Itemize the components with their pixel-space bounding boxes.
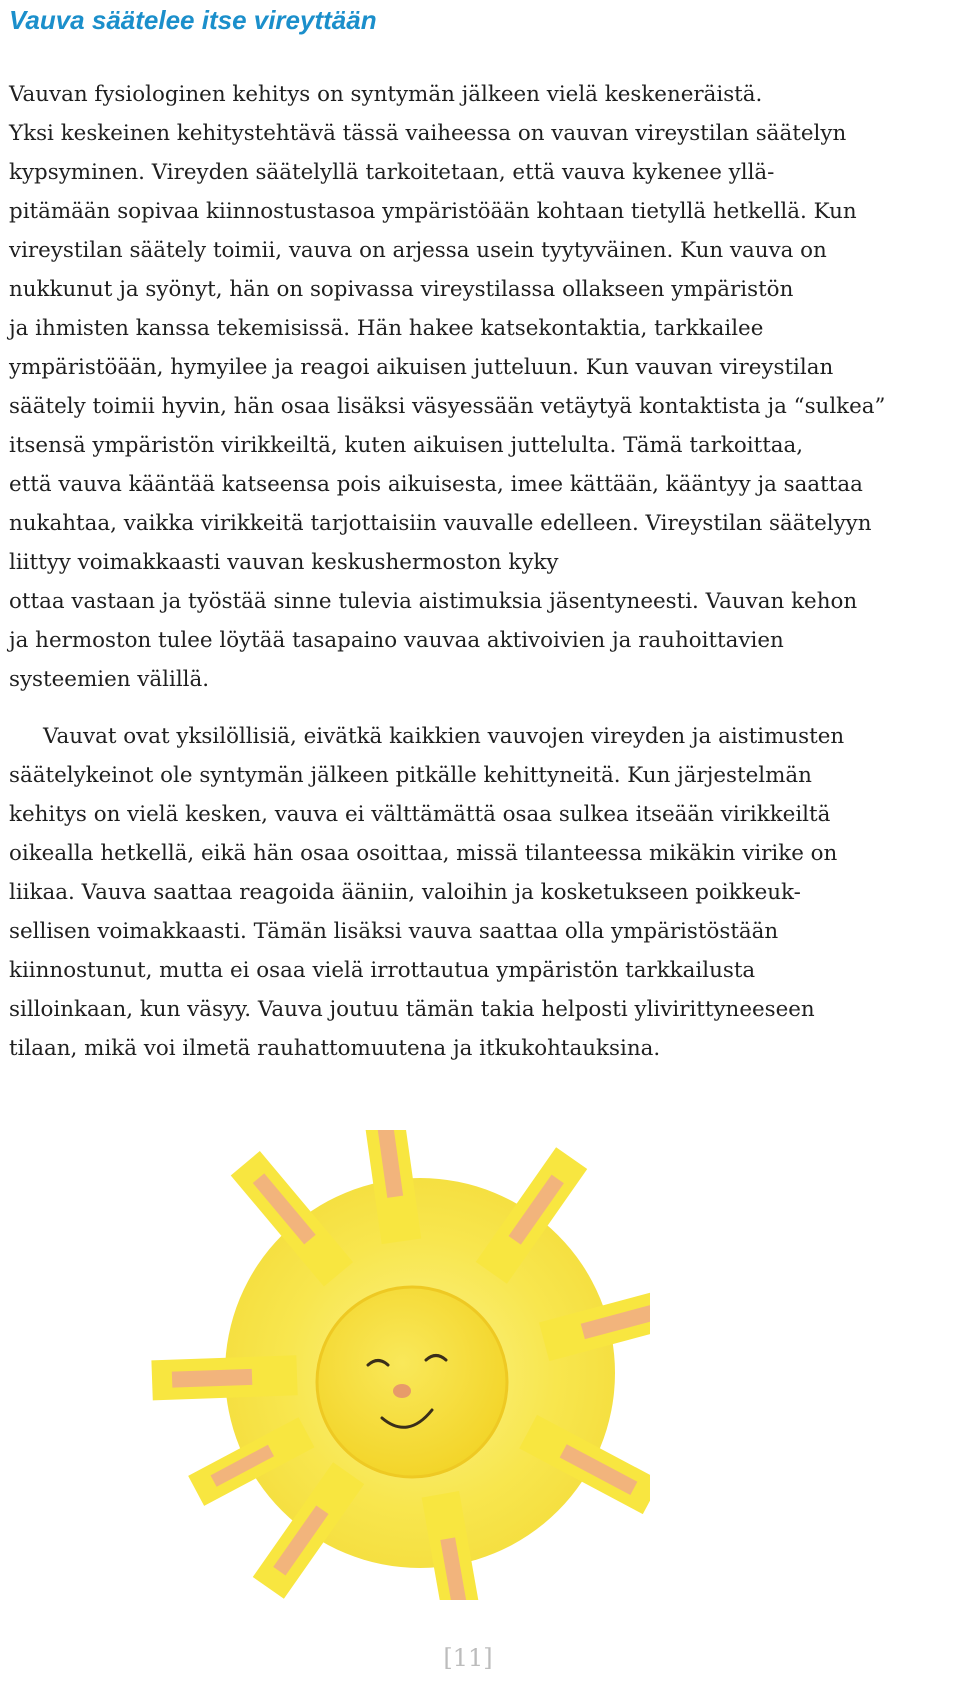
sun-face <box>317 1287 507 1477</box>
text-line: systeemien välillä. <box>9 667 210 692</box>
section-heading: Vauva säätelee itse vireyttään <box>9 5 377 35</box>
text-line: ottaa vastaan ja työstää sinne tulevia aistimuksia jäsentyneesti. Vauvan kehon <box>9 589 858 614</box>
text-line: oikealla hetkellä, eikä hän osaa osoittaa, missä tilanteessa mikäkin virike on <box>9 841 838 866</box>
paragraph-1 <box>9 75 947 699</box>
sun-illustration <box>150 1130 650 1600</box>
text-line: itsensä ympäristön virikkeiltä, kuten aikuisen juttelulta. Tämä tarkoittaa, <box>9 433 804 458</box>
text-line: nukkunut ja syönyt, hän on sopivassa vireystilassa ollakseen ympäristön <box>9 277 794 302</box>
text-line: pitämään sopivaa kiinnostustasoa ympäristöään kohtaan tietyllä hetkellä. Kun <box>9 199 857 224</box>
text-line: ja ihmisten kanssa tekemisissä. Hän hakee katsekontaktia, tarkkailee <box>9 316 764 341</box>
text-line: liikaa. Vauva saattaa reagoida ääniin, valoihin ja kosketukseen poikkeuk- <box>9 880 801 905</box>
text-line: kiinnostunut, mutta ei osaa vielä irrottautua ympäristön tarkkailusta <box>9 958 756 983</box>
text-line: ympäristöään, hymyilee ja reagoi aikuisen jutteluun. Kun vauvan vireystilan <box>9 355 834 380</box>
text-line: nukahtaa, vaikka virikkeitä tarjottaisiin vauvalle edelleen. Vireystilan säätelyyn <box>9 511 872 536</box>
text-line: säätely toimii hyvin, hän osaa lisäksi väsyessään vetäytyä kontaktista ja “sulkea” <box>9 394 886 419</box>
text-line: kypsyminen. Vireyden säätelyllä tarkoitetaan, että vauva kykenee yllä- <box>9 160 775 185</box>
text-line: säätelykeinot ole syntymän jälkeen pitkälle kehittyneitä. Kun järjestelmän <box>9 763 812 788</box>
text-line: liittyy voimakkaasti vauvan keskushermoston kyky <box>9 550 559 575</box>
sun-drawing-svg <box>150 1130 650 1600</box>
text-line: sellisen voimakkaasti. Tämän lisäksi vauva saattaa olla ympäristöstään <box>9 919 779 944</box>
nose-icon <box>393 1384 411 1398</box>
text-line: silloinkaan, kun väsyy. Vauva joutuu tämän takia helposti ylivirittyneeseen <box>9 997 815 1022</box>
page-number: [11] <box>443 1644 493 1672</box>
text-line: ja hermoston tulee löytää tasapaino vauvaa aktivoivien ja rauhoittavien <box>9 628 784 653</box>
text-line: Vauvat ovat yksilöllisiä, eivätkä kaikkien vauvojen vireyden ja aistimusten <box>43 724 845 749</box>
text-line: kehitys on vielä kesken, vauva ei välttämättä osaa sulkea itseään virikkeiltä <box>9 802 831 827</box>
text-line: Vauvan fysiologinen kehitys on syntymän jälkeen vielä keskeneräistä. <box>9 82 763 107</box>
text-line: vireystilan säätely toimii, vauva on arjessa usein tyytyväinen. Kun vauva on <box>9 238 827 263</box>
text-line: että vauva kääntää katseensa pois aikuisesta, imee kättään, kääntyy ja saattaa <box>9 472 863 497</box>
text-line: tilaan, mikä voi ilmetä rauhattomuutena ja itkukohtauksina. <box>9 1036 661 1061</box>
text-line: Yksi keskeinen kehitystehtävä tässä vaiheessa on vauvan vireystilan säätelyn <box>9 121 847 146</box>
paragraph-2 <box>9 717 947 1068</box>
